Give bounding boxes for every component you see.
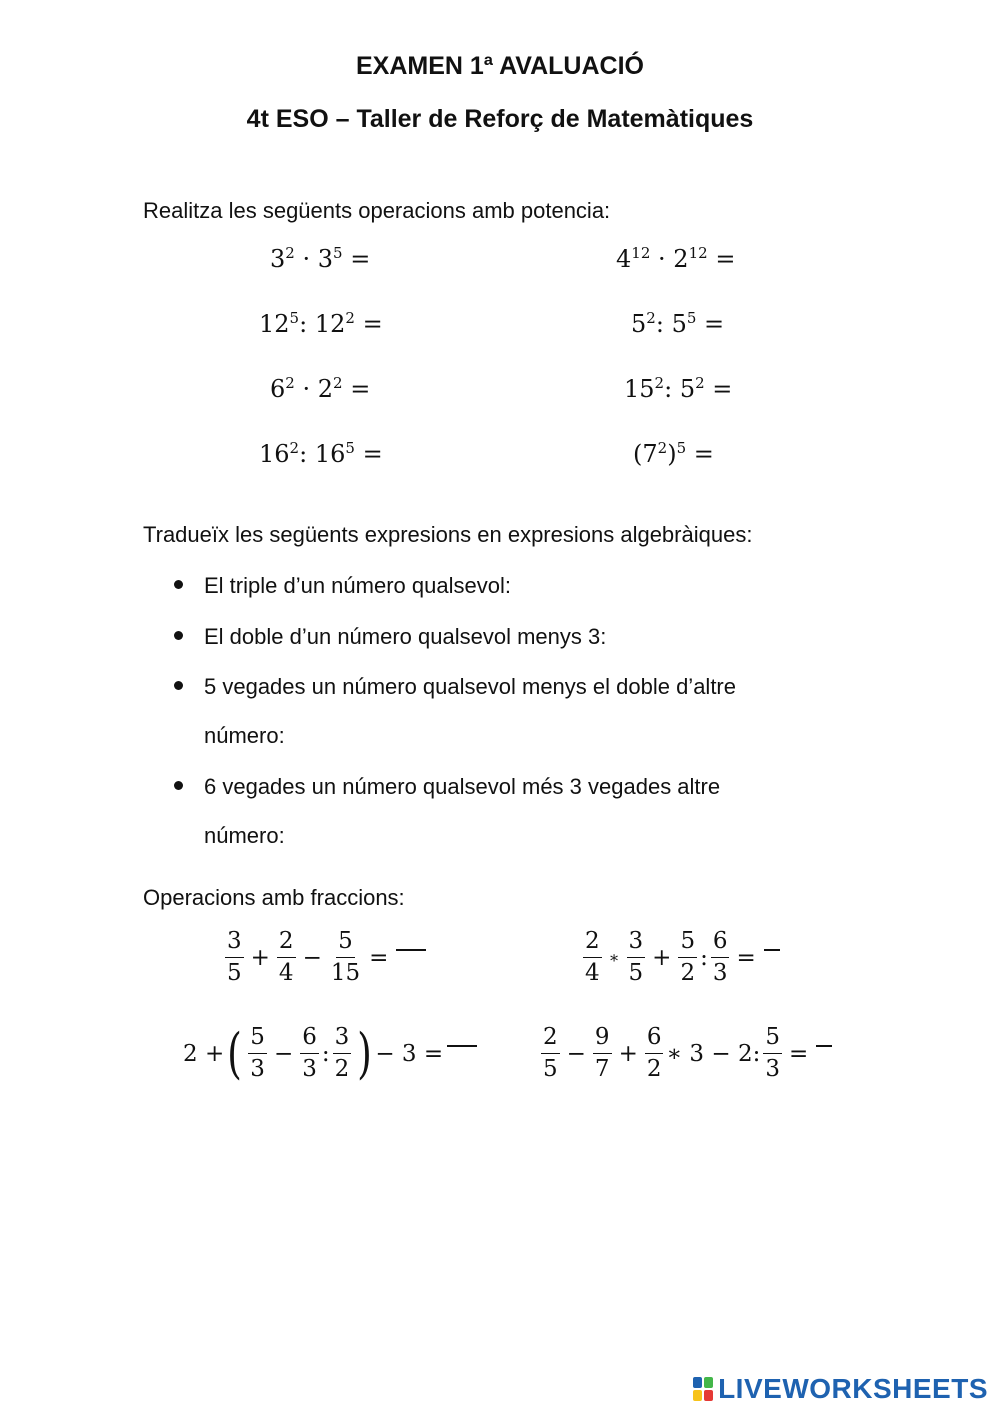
- answer-blank[interactable]: [396, 949, 426, 951]
- answer-blank[interactable]: [447, 1045, 477, 1047]
- power-expression: $6^2 \cdot 2^2$ =: [270, 374, 371, 403]
- exam-title: EXAMEN 1ª AVALUACIÓ: [356, 52, 644, 80]
- fraction-expression: $\frac{2}{4}$ ∗ $\frac{3}{5}$ + $\frac{5}{2}$ : $\frac{6}{3}$ =: [580, 930, 780, 985]
- power-expression: $5^2$: $5^5$ =: [631, 309, 725, 338]
- list-item-continuation: número:: [204, 723, 285, 748]
- bullet-icon: [174, 681, 183, 690]
- fraction-expression: 2 + ( $\frac{5}{3}$ − $\frac{6}{3}$ : $\frac{3}{2}$ ) − 3 =: [183, 1026, 477, 1081]
- bullet-icon: [174, 580, 183, 589]
- powers-instruction: Realitza les següents operacions amb potencia:: [143, 198, 611, 223]
- bullet-icon: [174, 781, 183, 790]
- answer-blank[interactable]: [816, 1045, 832, 1047]
- algebra-instruction: Tradueïx les següents expresions en expresions algebràiques:: [143, 522, 753, 547]
- fraction-expression: $\frac{3}{5}$ + $\frac{2}{4}$ − $\frac{5}{15}$ =: [222, 930, 426, 985]
- power-expression: $3^2 \cdot 3^5$ =: [270, 244, 371, 273]
- power-expression: $(7^2)^5$ =: [633, 439, 714, 468]
- power-expression: $12^5$: $12^2$ =: [259, 309, 383, 338]
- fractions-instruction: Operacions amb fraccions:: [143, 885, 405, 910]
- bullet-icon: [174, 631, 183, 640]
- list-item: El triple d’un número qualsevol:: [204, 573, 511, 598]
- list-item: 6 vegades un número qualsevol més 3 vegades altre: [204, 774, 721, 799]
- logo-mark-icon: [693, 1377, 713, 1401]
- list-item: El doble d’un número qualsevol menys 3:: [204, 624, 607, 649]
- fraction-expression: $\frac{2}{5}$ − $\frac{9}{7}$ + $\frac{6}{2}$ ∗ 3 − 2: $\frac{5}{3}$ =: [538, 1026, 832, 1081]
- list-item-continuation: número:: [204, 823, 285, 848]
- power-expression: $15^2$: $5^2$ =: [624, 374, 733, 403]
- power-expression: $16^2$: $16^5$ =: [259, 439, 383, 468]
- power-expression: $4^{12} \cdot 2^{12}$ =: [616, 244, 736, 273]
- liveworksheets-logo[interactable]: [693, 1373, 988, 1405]
- answer-blank[interactable]: [764, 949, 780, 951]
- list-item: 5 vegades un número qualsevol menys el doble d’altre: [204, 674, 736, 699]
- exam-subtitle: 4t ESO – Taller de Reforç de Matemàtiques: [246, 105, 754, 133]
- logo-text: LIVEWORKSHEETS: [718, 1373, 988, 1404]
